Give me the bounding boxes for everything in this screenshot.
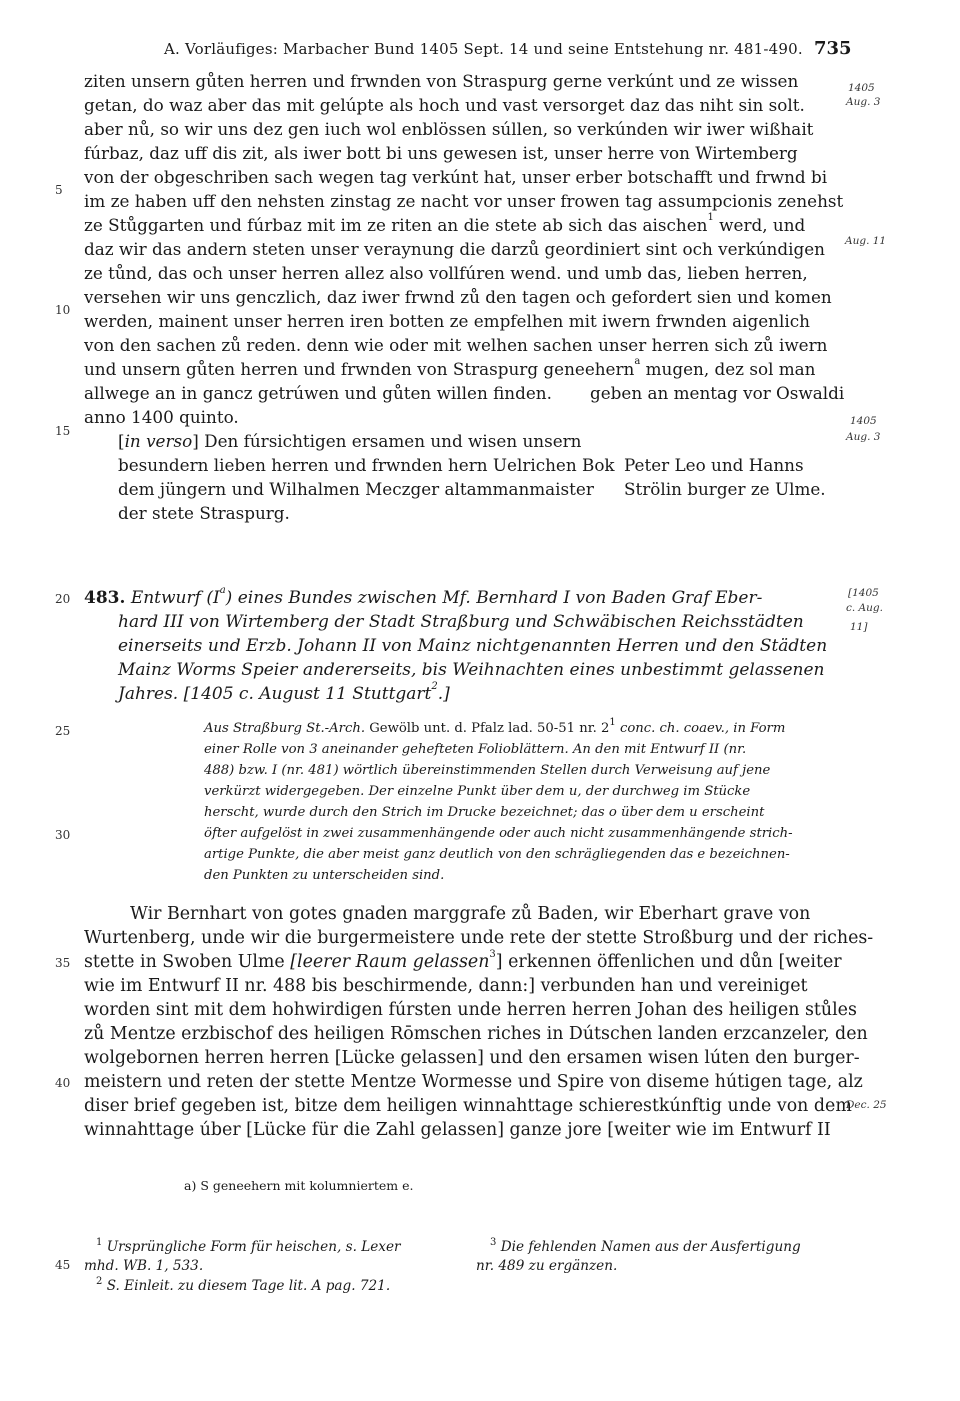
- text-line: im ze haben uff den nehsten zinstag ze nacht vor unser frowen tag assumpcionis zenehst: [84, 191, 844, 211]
- page-number: 735: [814, 38, 852, 59]
- entry-title-line: Mainz Worms Speier andererseits, bis Weihnachten eines unbestimmt gelassenen: [118, 660, 825, 680]
- text-segment: S geneehern mit kolumniertem e.: [200, 1178, 414, 1193]
- text-line: versehen wir uns genczlich, daz iwer frwnd zů den tagen och gefordert sien und komen: [84, 287, 832, 307]
- text-line: ziten unsern gůten herren und frwnden von Straspurg gerne verkúnt und ze wissen: [84, 71, 799, 91]
- text-segment: mugen, dez sol man: [640, 359, 816, 379]
- footnote-ref: 2: [431, 681, 438, 692]
- source-note-line: verkürzt widergegeben. Der einzelne Punkt über dem u, der durchweg im Stücke: [204, 784, 751, 799]
- variant-label: a): [184, 1178, 197, 1193]
- text-line: [84, 213, 805, 237]
- entry-title-line: [84, 586, 762, 610]
- footnote-ref: 1: [707, 212, 714, 223]
- margin-date: 1405: [848, 82, 875, 94]
- footnote: [96, 1238, 401, 1257]
- text-segment: Jahres.: [118, 684, 179, 704]
- sender-line: Strölin burger ze Ulme.: [624, 479, 826, 499]
- text-segment: allwege an in gancz getrúwen und gůten willen finden.: [84, 383, 552, 403]
- line-number: 40: [55, 1076, 71, 1090]
- editorial-note: [leerer Raum gelassen: [290, 952, 490, 972]
- entry-title-line: hard III von Wirtemberg der Stadt Straßburg und Schwäbischen Reichsstädten: [118, 612, 804, 632]
- line-number: 15: [55, 424, 71, 438]
- margin-date: Aug. 3: [846, 431, 881, 443]
- margin-date: [1405: [848, 587, 879, 599]
- address-line: dem jüngern und Wilhalmen Meczger altammanmaister: [118, 479, 594, 499]
- footnote-number: 3: [490, 1237, 497, 1248]
- footnote-line: mhd. WB. 1, 533.: [84, 1258, 204, 1274]
- text-segment: werd, und: [713, 215, 806, 235]
- charter-line: worden sint mit dem hohwirdigen fúrsten unde herren herren Johan des heiligen stůles: [84, 1000, 857, 1020]
- text-line: fúrbaz, daz uff dis zit, als iwer bott bi uns gewesen ist, unser herre von Wirtemberg: [84, 143, 798, 163]
- entry-number: 483.: [84, 588, 126, 608]
- line-number: 45: [55, 1258, 71, 1272]
- line-number: 5: [55, 183, 63, 197]
- running-title: A. Vorläufiges: Marbacher Bund 1405 Sept. 14 und seine Entstehung nr. 481-490.: [164, 40, 803, 58]
- entry-title-line: [118, 682, 450, 706]
- text-segment: ] erkennen öffenlichen und důn [weiter: [495, 952, 842, 972]
- source-note-line: öfter aufgelöst in zwei zusammenhängende oder auch nicht zusammenhängende strich-: [204, 826, 793, 841]
- entry-date: [1405 c. August 11 Stuttgart: [183, 684, 432, 704]
- text-line: von der obgeschriben sach wegen tag verkúnt hat, unser erber botschafft und frwnd bi: [84, 167, 828, 187]
- text-segment: Gewölb unt. d. Pfalz lad. 50-51 nr. 2: [365, 721, 610, 736]
- line-number: 35: [55, 956, 71, 970]
- margin-date: Dec. 25: [846, 1099, 887, 1111]
- text-line: werden, mainent unser herren iren botten ze empfelhen mit iwern frwnden aigenlich: [84, 311, 810, 331]
- footnote: [96, 1277, 390, 1296]
- footnote-line: nr. 489 zu ergänzen.: [476, 1258, 618, 1274]
- letter-date: geben an mentag vor Oswaldi: [590, 383, 845, 403]
- text-segment: Entwurf (I: [130, 588, 220, 608]
- line-number: 10: [55, 303, 71, 317]
- sender-line: Peter Leo und Hanns: [624, 455, 804, 475]
- text-line: von den sachen zů reden. denn wie oder mit welhen sachen unser herren sich zů iwern: [84, 335, 828, 355]
- text-line: aber nů, so wir uns dez gen iuch wol enblössen súllen, so verkúnden wir iwer wißhait: [84, 119, 814, 139]
- text-line: anno 1400 quinto.: [84, 407, 239, 427]
- text-segment: ze Stůggarten und fúrbaz mit im ze riten an die stete ab sich das aischen: [84, 215, 708, 235]
- charter-line: winnahttage úber [Lücke für die Zahl gelassen] ganze jore [weiter wie im Entwurf II: [84, 1120, 831, 1140]
- charter-line: [84, 950, 842, 974]
- line-number: 30: [55, 828, 71, 842]
- footnote-number: 2: [96, 1276, 103, 1287]
- text-segment: .]: [437, 684, 450, 704]
- variant-note: [184, 1176, 413, 1195]
- text-segment: ) eines Bundes zwischen Mf. Bernhard I von Baden Graf Eber-: [225, 588, 763, 608]
- charter-line: zů Mentze erzbischof des heiligen Rōmschen riches in Dútschen landen erzcanzeler, den: [84, 1024, 868, 1044]
- address-line: besundern lieben herren und frwnden hern Uelrichen Bok: [118, 455, 615, 475]
- margin-date: Aug. 3: [846, 96, 881, 108]
- text-line: ze tůnd, das och unser herren allez also vollfúren wend. und umb das, lieben herren,: [84, 263, 808, 283]
- source-note-line: einer Rolle von 3 aneinander gehefteten Folioblättern. An den mit Entwurf II (nr.: [204, 742, 747, 757]
- text-line: [84, 381, 552, 405]
- line-number: 20: [55, 592, 71, 606]
- address-line: der stete Straspurg.: [118, 503, 290, 523]
- text-line: [84, 357, 816, 381]
- charter-line: wie im Entwurf II nr. 488 bis beschirmende, dann:] verbunden han und vereiniget: [84, 976, 808, 996]
- footnote-ref: 3: [489, 949, 496, 960]
- text-segment: stette in Swoben Ulme: [84, 952, 285, 972]
- margin-date: 1405: [850, 415, 877, 427]
- text-segment: conc. ch. coaev., in Form: [615, 721, 786, 736]
- charter-line: Wurtenberg, unde wir die burgermeistere unde rete der stette Stroßburg und der riches-: [84, 928, 874, 948]
- source-note-line: artige Punkte, die aber meist ganz deutlich von den schrägliegenden das e bezeichnen-: [204, 847, 790, 862]
- source-note-line: 488) bzw. I (nr. 481) wörtlich übereinstimmenden Stellen durch Verweisung auf jene: [204, 763, 771, 778]
- footnote-number: 1: [96, 1237, 103, 1248]
- text-segment: S. Einleit. zu diesem Tage lit. A pag. 721.: [106, 1278, 391, 1294]
- source-note-line: herscht, wurde durch den Strich im Drucke bezeichnet; das o über dem u erscheint: [204, 805, 765, 820]
- text-segment: Den fúrsichtigen ersamen und wisen unsern: [204, 431, 582, 451]
- text-segment: und unsern gůten herren und frwnden von Straspurg geneehern: [84, 359, 635, 379]
- source-note-line: [204, 718, 785, 739]
- charter-line: diser brief gegeben ist, bitze dem heiligen winnahttage schierestkúnftig unde von dem: [84, 1096, 852, 1116]
- text-segment: Die fehlenden Namen aus der Ausfertigung: [500, 1239, 801, 1255]
- margin-date: Aug. 11: [845, 235, 887, 247]
- editorial-note: in verso: [124, 431, 193, 451]
- footnote: [490, 1238, 801, 1257]
- text-segment: Aus Straßburg St.-Arch.: [204, 721, 366, 736]
- charter-line: meistern und reten der stette Mentze Wormesse und Spire von diseme hútigen tage, alz: [84, 1072, 863, 1092]
- source-note-line: den Punkten zu unterscheiden sind.: [204, 868, 445, 883]
- footnote-ref: 1: [609, 717, 616, 728]
- text-segment: Ursprüngliche Form für heischen, s. Lexer: [106, 1239, 401, 1255]
- line-number: 25: [55, 724, 71, 738]
- address-line: [in verso] Den fúrsichtigen ersamen und wisen unsern: [118, 431, 582, 451]
- charter-line: Wir Bernhart von gotes gnaden marggrafe zů Baden, wir Eberhart grave von: [130, 904, 811, 924]
- variant-ref: a: [634, 356, 641, 367]
- entry-title-line: einerseits und Erzb. Johann II von Mainz nichtgenannten Herren und den Städten: [118, 636, 828, 656]
- margin-date: c. Aug.: [846, 602, 883, 614]
- margin-date: 11]: [850, 621, 868, 633]
- charter-line: wolgebornen herren herren [Lücke gelassen] und den ersamen wisen lúten den burger-: [84, 1048, 860, 1068]
- text-line: daz wir das andern steten unser veraynung die darzů geordiniert sint och verkúndigen: [84, 239, 825, 259]
- text-line: getan, do waz aber das mit gelúpte als hoch und vast versorget daz das niht sin solt.: [84, 95, 805, 115]
- variant-ref: a: [219, 585, 226, 596]
